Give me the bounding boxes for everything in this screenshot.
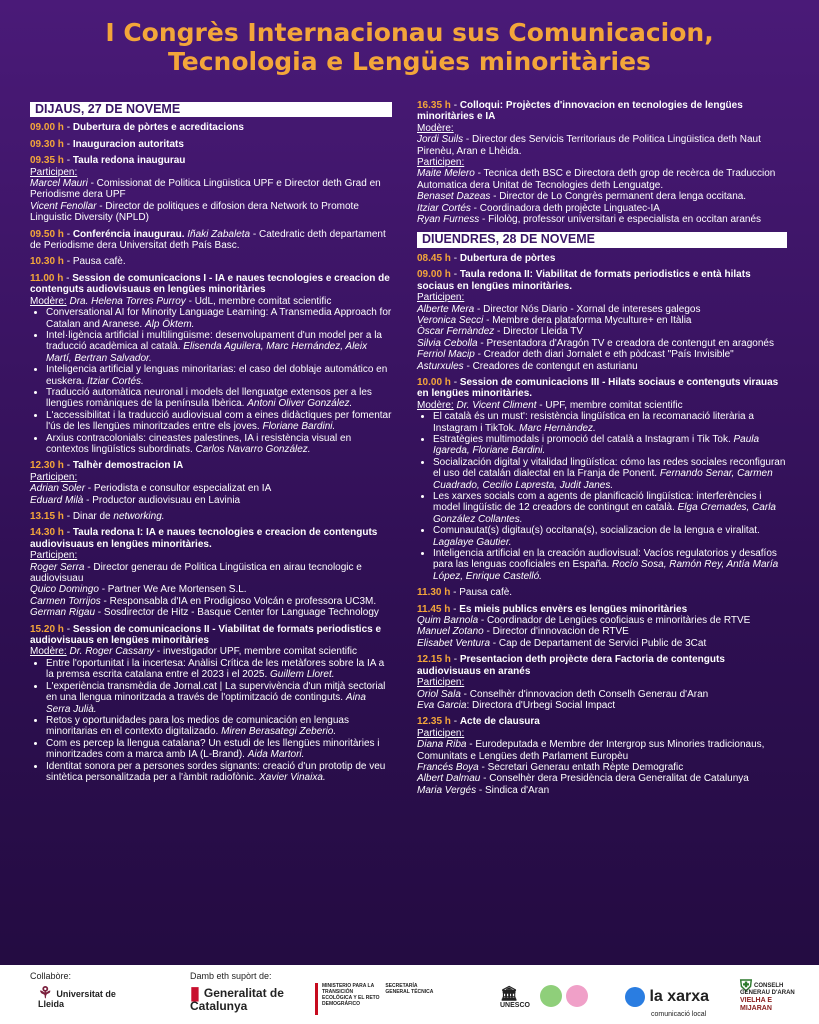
schedule-item (417, 604, 787, 650)
person-name: Quim Barnola (417, 615, 479, 627)
person-line (417, 638, 787, 649)
item-title: Presentacion deth projècte dera Factoria de contenguts audiovisuaus en aranés (417, 654, 725, 677)
item-time: 12.30 h (30, 460, 64, 472)
paper-authors: Paula Igareda, Floriane Bardini. (433, 433, 760, 457)
item-text-em: networking. (113, 511, 165, 522)
person-name: Silvia Cebolla (417, 337, 478, 349)
person-line (417, 168, 787, 191)
paper-authors: Antoni Oliver González. (247, 398, 353, 410)
item-time: 11.00 h (30, 272, 64, 284)
schedule-item (30, 624, 392, 784)
person-name: Veronica Secci (417, 314, 484, 326)
participants-label: Participen: (417, 677, 465, 689)
item-time: 15.20 h (30, 623, 64, 635)
person-name: Ryan Furness (417, 214, 480, 226)
person-role: - Director generau de Politica Lingüistica en airau tecnologic e audiovisuau (30, 561, 362, 585)
person-name: Manuel Zotano (417, 626, 484, 638)
item-time: 16.35 h (417, 100, 451, 111)
person-line (30, 607, 392, 618)
item-title: Dubertura de pòrtes e acreditacions (72, 122, 244, 134)
paper-item (433, 525, 787, 548)
moderator-label: Modère: (417, 399, 454, 411)
item-title: Taula redona I: IA e naues tecnologies e creacion de contenguts audiovisuaus en lengües minoritàries. (30, 527, 378, 550)
item-title: Inauguracion autoritats (72, 138, 184, 150)
paper-list (30, 307, 392, 455)
item-heading: 09.30 h - Inauguracion autoritats (30, 138, 184, 150)
day-header-thursday: DIJAUS, 27 DE NOVEME (30, 102, 392, 117)
participants-label: Participen: (417, 727, 465, 739)
item-title: Dubertura de pòrtes (459, 252, 556, 264)
paper-title: Entre l'oportunitat i la incertesa: Anàlisi Crítica de les metàfores sobre la IA a la premsa escrita catalana entre el 2023 i el 2025. (46, 657, 385, 681)
item-heading: 12.30 h - Talhèr demostracion IA (30, 460, 184, 472)
paper-item (46, 433, 392, 456)
paper-authors: Xavier Vinaixa. (259, 771, 326, 783)
person-name: Vicent Fenollar (30, 200, 97, 212)
person-name: Oriol Sala (417, 688, 461, 700)
person-name: Benaset Dazeas (417, 191, 491, 203)
person-name: Diana Riba (417, 739, 467, 751)
person-name: Adrian Soler (30, 483, 86, 495)
person-name: Alberte Mera (417, 303, 475, 315)
item-title: Conferéncia inaugurau. (72, 228, 185, 240)
moderator-name: Dra. Helena Torres Purroy (69, 295, 186, 307)
person-role: - Creador deth diari Jornalet e eth pòdcast "País Invisible" (474, 349, 734, 361)
moderator-line (30, 646, 392, 657)
participants-label: Participen: (30, 166, 78, 178)
item-time: 09.00 h (30, 122, 64, 134)
person-line (417, 762, 787, 773)
person-line (417, 214, 787, 225)
item-text: Dinar de (72, 511, 114, 522)
udl-logo: ⚘ Universitat de Lleida (38, 985, 116, 1009)
page-title (0, 18, 819, 76)
person-name: Quico Domingo (30, 584, 99, 596)
item-time: 09.30 h (30, 138, 64, 150)
item-time: 11.45 h (417, 603, 451, 615)
person-line (417, 626, 787, 637)
person-role: - Director de politiques e difosion dera Network to Promote Linguistic Diversity (NPLD) (30, 200, 359, 224)
gencat-bars-icon: ▮ (190, 983, 200, 1003)
person-name: Marcel Mauri (30, 178, 88, 190)
item-time: 09.50 h (30, 228, 64, 240)
person-line (417, 361, 787, 372)
left-schedule (30, 122, 392, 783)
item-title: Es mieis publics envèrs es lengües minoritàries (459, 603, 688, 615)
moderator-role: - UPF, membre comitat scientific (536, 399, 683, 411)
participants-label: Participen: (417, 292, 465, 304)
schedule-item (30, 229, 392, 252)
person-role: - Coordinador de Lengües cooficiaus e minoritàries de RTVE (478, 615, 751, 627)
item-heading: 09.00 h - Dubertura de pòrtes e acreditacions (30, 122, 244, 134)
paper-authors: Lagalaye Gautier. (433, 536, 512, 548)
schedule-item (30, 511, 392, 522)
paper-authors: Carlos Navarro González. (195, 443, 311, 455)
paper-title: Intel·ligència artificial i multilingüisme: desenvolupament d'un model per a la traducció acadèmica al català. (46, 329, 382, 353)
item-heading: 13.15 h - Dinar de networking. (30, 511, 165, 522)
paper-item (46, 761, 392, 784)
person-line (417, 739, 787, 762)
participants-label: Participen: (417, 157, 465, 169)
moderator-role: - UdL, membre comitat scientific (185, 295, 332, 307)
person-role: - Director d'innovacion de RTVE (483, 626, 629, 638)
schedule-item (417, 654, 787, 711)
schedule-item (417, 716, 787, 796)
item-heading: 11.45 h - Es mieis publics envèrs es lengües minoritàries (417, 603, 688, 615)
person-line (30, 584, 392, 595)
moderator-role: - investigador UPF, membre comitat scientific (154, 646, 357, 658)
paper-title: Traducció automàtica neuronal i models del llenguatge extensos per a les llengües romàniques de la península Ibèrica. (46, 386, 372, 410)
person-role: - Eurodeputada e Membre der Intergrop sus Minories tradicionaus, Comunitats e Lengües deth Parlament Europèu (417, 739, 765, 762)
schedule-item (30, 139, 392, 150)
item-time: 10.00 h (417, 376, 451, 388)
item-heading: 11.00 h - Session de comunicacions I - IA e naues tecnologies e creacion de contenguts audiovisuaus en lengües minoritàries (30, 272, 390, 296)
item-time: 12.35 h (417, 716, 451, 728)
person-line (417, 134, 787, 157)
person-role: : Directora d'Urbegi Social Impact (466, 699, 616, 711)
person-role: - Filològ, professor universitari e especialista en occitan aranés (479, 214, 762, 226)
udl-shield-icon: ⚘ (38, 985, 53, 1002)
left-column (30, 100, 392, 788)
paper-item (46, 738, 392, 761)
schedule-item (30, 273, 392, 456)
person-name: Asturxules (417, 360, 464, 372)
vielha-shield-icon: ⛨ (740, 978, 753, 995)
person-line (417, 615, 787, 626)
paper-authors: Aina Serra Julià. (46, 692, 366, 715)
unesco-temple-icon: 🏛 (500, 985, 518, 1001)
person-line (417, 700, 787, 711)
paper-title: Com es percep la llengua catalana? Un estudi de les llengües minoritàries i minoritzades com a marca amb IA (L-Brand). (46, 737, 380, 761)
item-time: 14.30 h (30, 527, 64, 539)
schedule-item (417, 269, 787, 372)
schedule-item (30, 527, 392, 618)
person-line (30, 562, 392, 585)
paper-item (46, 307, 392, 330)
paper-title: Comunautat(s) digitau(s) occitana(s), socializacion de la lengua e viralitat. (433, 525, 760, 537)
item-heading: 12.35 h - Acte de clausura (417, 716, 540, 728)
paper-item (433, 457, 787, 491)
person-line (417, 338, 787, 349)
paper-authors: Marc Hernàndez. (519, 422, 596, 434)
paper-list (417, 411, 787, 582)
speaker-name: Iñaki Zabaleta (187, 228, 251, 240)
person-line (417, 785, 787, 796)
chair-logo-icon (540, 985, 562, 1007)
paper-title: Estratègies multimodals i promoció del català a Instagram i Tik Tok. (433, 433, 734, 445)
paper-title: Arxius contracolonials: cineastes palestines, IA i resistència visual en contextos lingüístics subordinats. (46, 432, 352, 455)
paper-authors: Guillem Lloret. (270, 669, 335, 681)
person-role: - Membre dera plataforma Myculture+ en Itàlia (483, 314, 692, 326)
item-heading: 11.30 h - Pausa cafè. (417, 587, 513, 599)
item-heading: 10.00 h - Session de comunicacions III - Hilats sociaus e contenguts virauas en lengües minoritàries. (417, 376, 779, 400)
person-name: Carmen Torrijos (30, 595, 101, 607)
paper-authors: Elga Cremades, Carla González Collantes. (433, 502, 776, 525)
paper-title: Socialización digital y vitalidad lingüística: cómo las redes sociales reconfiguran el uso del catalán dialectal en la Franja de Ponent. (433, 456, 786, 480)
person-role: - Secretari Generau entath Rèpte Demografic (478, 761, 684, 773)
paper-title: El català és un must': resistència lingüística en la recomanació literària a Instagram i TikTok. (433, 411, 754, 434)
item-title: Colloqui: Projèctes d'innovacion en tecnologies de lengües minoritàries e IA (417, 100, 743, 123)
item-title: Acte de clausura (459, 716, 540, 728)
schedule-item (30, 460, 392, 506)
paper-title: Retos y oportunidades para los medios de comunicación en lenguas minoritarias en el contexto digitalizado. (46, 714, 349, 738)
support-label: Damb eth supòrt de: (190, 971, 272, 981)
person-line (30, 483, 392, 494)
laxarxa-logo: la xarxa comunicació local (625, 987, 709, 1023)
paper-authors: Rocío Sosa, Ramón Rey, Antía María López, Enrique Castelló. (433, 559, 779, 582)
item-heading: 08.45 h - Dubertura de pòrtes (417, 252, 556, 264)
person-line (30, 201, 392, 224)
person-line (30, 596, 392, 607)
person-line (30, 178, 392, 201)
person-line (417, 773, 787, 784)
paper-title: Identitat sonora per a persones sordes signants: creació d'un prototip de veu sintètica personalitzada per a l'àmbit radiofònic. (46, 760, 386, 783)
paper-authors: Elisenda Aguilera, Marc Hernández, Aleix Martí, Bertran Salvador. (46, 341, 368, 364)
person-role: - Cap de Departament de Servici Public de 3Cat (490, 637, 707, 649)
person-name: Maria Vergés (417, 784, 477, 796)
collab-label: Collabòre: (30, 971, 72, 981)
paper-item (46, 387, 392, 410)
paper-title: Inteligencia artificial en la creación audiovisual: Vacíos regulatorios y desafíos para las lenguas cooficiales en España. (433, 548, 777, 571)
person-line (30, 495, 392, 506)
moderator-label: Modère: (30, 646, 67, 658)
speaker-text: - Catedratic deth departament de Periodisme dera Universitat deth País Basc. (30, 228, 386, 252)
paper-item (433, 491, 787, 525)
paper-title: L'accessibilitat i la traducció audiovisual com a eines didàctiques per fomentar l'ús de les llengües minoritzades entre els joves. (46, 409, 392, 433)
chair-logo-icon-2 (566, 985, 588, 1007)
item-time: 09.00 h (417, 269, 451, 281)
title-line-1: I Congrès Internacionau sus Comunicacion, (105, 18, 714, 47)
chair-logos (540, 985, 610, 1017)
item-time: 10.30 h (30, 256, 64, 268)
person-line (417, 349, 787, 360)
person-name: Maite Melero (417, 168, 475, 180)
moderator-name: Dr. Roger Cassany (69, 646, 155, 658)
item-text: Pausa cafè. (459, 587, 513, 599)
right-schedule-b (417, 253, 787, 796)
person-line (417, 304, 787, 315)
item-title: Talhèr demostracion IA (72, 460, 184, 472)
item-heading: 15.20 h - Session de comunicacions II - Viabilitat de formats periodistics e audiovisuaus en lengües minoritàries (30, 623, 382, 647)
paper-item (46, 364, 392, 387)
person-name: Elisabet Ventura (417, 637, 491, 649)
paper-authors: Miren Berasategi Zeberio. (221, 726, 337, 738)
title-line-2: Tecnologia e Lengües minoritàries (168, 47, 651, 76)
paper-title: Inteligencia artificial y lenguas minoritarias: el caso del doblaje automático en euskera. (46, 364, 388, 387)
paper-title: L'experiència transmèdia de Jornal.cat | La supervivència d'un mitjà sectorial en una llengua minoritzada a través de l'optimització de continguts. (46, 680, 386, 704)
participants-label: Modère: (417, 122, 454, 134)
person-role: - Director Lleida TV (494, 326, 584, 338)
laxarxa-icon (625, 987, 645, 1007)
moderator-name: Dr. Vicent Climent (456, 399, 537, 411)
right-schedule-a (417, 100, 787, 225)
person-line (417, 689, 787, 700)
paper-item (46, 681, 392, 715)
person-role: - Conselhèr dera Presidència dera Generalitat de Catalunya (480, 773, 749, 785)
paper-authors: Itziar Cortés. (87, 375, 144, 387)
item-title: Session de comunicacions III - Hilats sociaus e contenguts virauas en lengües minoritàries. (417, 376, 779, 400)
right-column (417, 100, 787, 801)
person-role: - Director des Servicis Territoriaus de Politica Lingüistica deth Naut Pirenèu, Aran e Lhèida. (417, 134, 761, 157)
participants-label: Participen: (30, 550, 78, 562)
item-time: 11.30 h (417, 587, 451, 599)
item-time: 12.15 h (417, 654, 451, 666)
item-title: Session de comunicacions II - Viabilitat de formats periodistics e audiovisuaus en lengües minoritàries (30, 623, 382, 647)
schedule-item (30, 256, 392, 267)
item-time: 13.15 h (30, 511, 64, 522)
person-name: Francés Boya (417, 761, 479, 773)
participants-label: Participen: (30, 471, 78, 483)
item-text: Pausa cafè. (72, 256, 126, 268)
item-heading: 16.35 h - Colloqui: Projèctes d'innovacion en tecnologies de lengües minoritàries e IA (417, 100, 743, 123)
vielha-logo: ⛨ CONSELH GENERAU D'ARAN VIELHA E MIJARAN (740, 978, 795, 1012)
person-line (417, 326, 787, 337)
paper-authors: Fernando Senar, Carmen Cuadrado, Cecilio Lapresta, Judit Janes. (433, 468, 773, 491)
paper-item (46, 715, 392, 738)
person-role: - Comissionat de Politica Lingüistica UPF e Director deth Grad en Periodisme dera UPF (30, 178, 381, 201)
ministry-logo: MINISTERIO PARA LA TRANSICIÓN ECOLÓGICA Y EL RETO DEMOGRÁFICO SECRETARÍA GENERAL TÉCNICA (315, 983, 492, 1015)
person-role: - Director Nós Diario - Xornal de intereses galegos (474, 303, 701, 315)
item-heading: 09.00 h - Taula redona II: Viabilitat de formats periodistics e entà hilats sociaus en lengües minoritàries. (417, 269, 751, 292)
person-role: - Presentadora d'Aragón TV e creadora de contengut en aragonés (477, 337, 774, 349)
paper-item (433, 411, 787, 434)
person-name: Ferriol Macip (417, 349, 475, 361)
paper-item (433, 434, 787, 457)
moderator-label: Modère: (30, 295, 67, 307)
person-line (417, 203, 787, 214)
schedule-item (30, 122, 392, 133)
day-header-friday: DIUENDRES, 28 DE NOVEME (417, 232, 787, 247)
person-role: - Sosdirector de Hitz - Basque Center for Language Technology (95, 607, 379, 619)
paper-item (46, 658, 392, 681)
item-heading: 10.30 h - Pausa cafè. (30, 256, 126, 268)
person-role: - Tecnica deth BSC e Directora deth grop de recèrca de Traduccion Automatica dera Unitat de Tecnologies deth Lenguatge. (417, 168, 776, 191)
person-name: Eva Garcia (417, 699, 467, 711)
person-name: Itziar Cortés (417, 202, 471, 214)
paper-authors: Alp Öktem. (144, 318, 195, 330)
person-role: - Partner We Are Mortensen S.L. (98, 584, 247, 596)
paper-title: Les xarxes socials com a agents de planificació lingüística: interferències i model lingüístic de 12 creadors de contingut en català. (433, 491, 762, 514)
person-role: - Creadores de contengut en asturianu (463, 360, 638, 372)
item-time: 08.45 h (417, 252, 451, 264)
item-title: Session de comunicacions I - IA e naues tecnologies e creacion de contenguts audiovisuaus en lengües minoritàries (30, 272, 390, 296)
moderator-line (417, 400, 787, 411)
schedule-item (417, 100, 787, 225)
person-name: Roger Serra (30, 561, 85, 573)
person-role: - Productor audiovisuau en Lavinia (83, 494, 241, 506)
person-role: - Responsabla d'IA en Prodigioso Volcán e professora UC3M. (100, 595, 377, 607)
paper-list (30, 658, 392, 783)
person-role: - Director de Lo Congrès permanent dera lenga occitana. (490, 191, 747, 203)
person-line (417, 315, 787, 326)
paper-authors: Aida Martori. (247, 749, 305, 761)
item-heading: 09.35 h - Taula redona inaugurau (30, 155, 186, 167)
schedule-item (417, 253, 787, 264)
paper-item (46, 330, 392, 364)
paper-item (433, 548, 787, 582)
item-heading: 12.15 h - Presentacion deth projècte dera Factoria de contenguts audiovisuaus en aranés (417, 654, 725, 677)
person-role: - Sindica d'Aran (476, 784, 550, 796)
person-name: Òscar Fernàndez (417, 326, 495, 338)
sponsor-footer (0, 965, 819, 1024)
paper-authors: Floriane Bardini. (262, 421, 336, 433)
moderator-line (30, 296, 392, 307)
person-name: German Rigau (30, 607, 96, 619)
person-role: - Coordinadora deth projècte Linguatec-IA (470, 202, 660, 214)
paper-title: Conversational AI for Minority Language Learning: A Transmedia Approach for Catalan and Aranese. (46, 307, 392, 330)
item-heading: 09.50 h - Conferéncia inaugurau. Iñaki Zabaleta - Catedratic deth departament de Periodisme dera Universitat deth País Basc. (30, 228, 386, 252)
person-line (417, 191, 787, 202)
person-name: Jordi Suils (417, 134, 464, 146)
person-role: - Periodista e consultor especializat en IA (85, 483, 272, 495)
person-name: Albert Dalmau (417, 773, 481, 785)
item-title: Taula redona II: Viabilitat de formats periodistics e entà hilats sociaus en lengües minoritàries. (417, 269, 751, 292)
schedule-item (417, 587, 787, 598)
paper-item (46, 410, 392, 433)
unesco-logo: 🏛 UNESCO (500, 985, 530, 1009)
item-title: Taula redona inaugurau (72, 155, 186, 167)
schedule-item (30, 155, 392, 223)
person-name: Eduard Milà (30, 494, 84, 506)
person-role: - Conselhèr d'innovacion deth Conselh Generau d'Aran (460, 688, 709, 700)
item-heading: 14.30 h - Taula redona I: IA e naues tecnologies e creacion de contenguts audiovisuaus en lengües minoritàries. (30, 527, 378, 550)
schedule-item (417, 377, 787, 582)
item-time: 09.35 h (30, 155, 64, 167)
gencat-logo: ▮ Generalitat de Catalunya (190, 983, 284, 1013)
